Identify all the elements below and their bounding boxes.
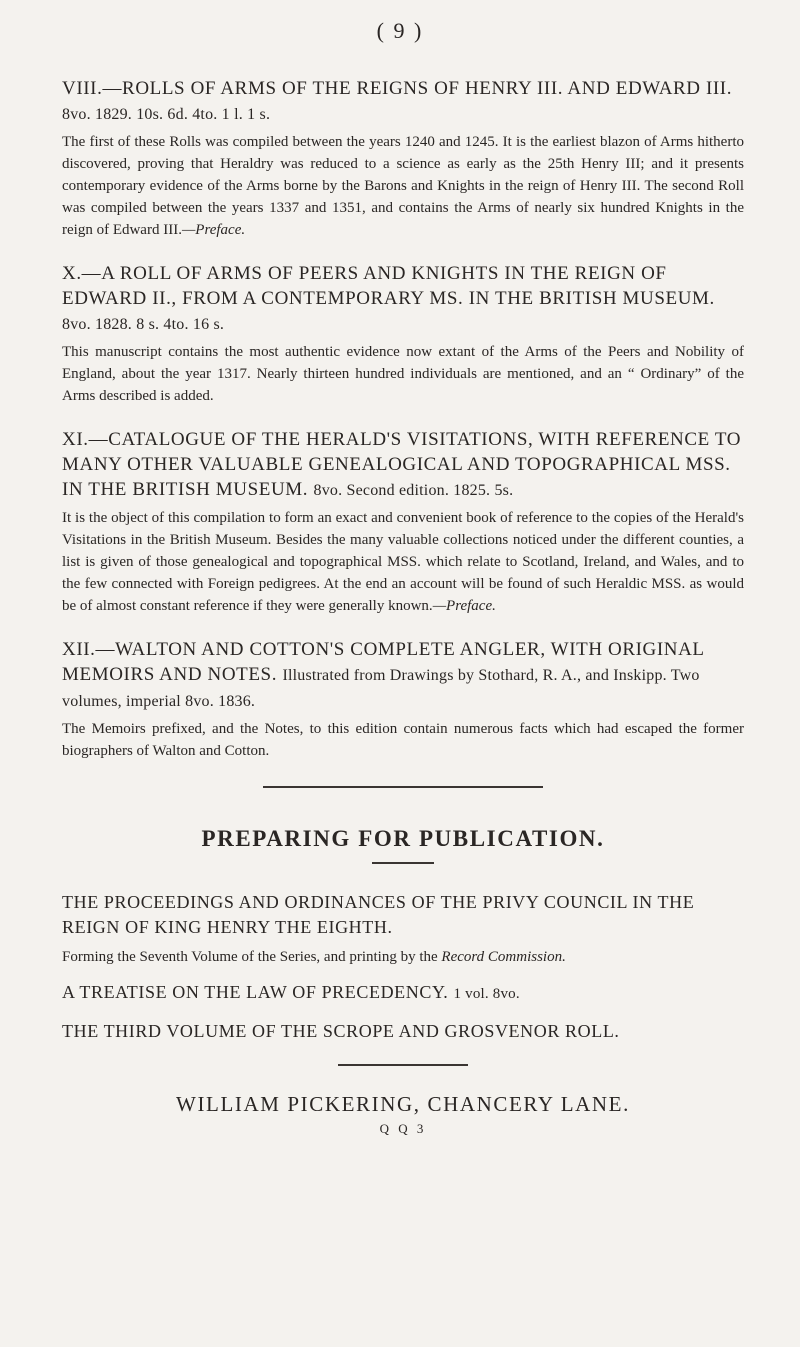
forthcoming-note-text: Forming the Seventh Volume of the Series, and printing by the — [62, 949, 442, 965]
section-divider — [263, 786, 543, 788]
entry-title: X.—A ROLL OF ARMS OF PEERS AND KNIGHTS IN THE REIGN OF EDWARD II., FROM A CONTEMPORARY MS. IN THE BRITISH MUSEUM. — [62, 263, 715, 309]
preparing-heading: PREPARING FOR PUBLICATION. — [201, 826, 605, 851]
entry-body: The Memoirs prefixed, and the Notes, to this edition contain numerous facts which had escaped the former biographers of Walton and Cotton. — [62, 721, 744, 759]
page-content — [62, 76, 744, 1137]
heading-underline — [372, 862, 434, 864]
entry-body: The first of these Rolls was compiled between the years 1240 and 1245. It is the earliest blazon of Arms hitherto discovered, proving that Heraldry was reduced to a science as early as the 25th Henry III; and it presents contemporary evidence of the Arms borne by the Barons and Knights in the reign of Henry III. The second Roll was compiled between the years 1337 and 1351, and contains the Arms of nearly six hundred Knights in the reign of Edward III. — [62, 134, 744, 238]
catalogue-entry-x — [62, 261, 744, 407]
entry-source: —Preface. — [432, 598, 496, 614]
publisher-divider — [338, 1064, 468, 1066]
forthcoming-title: A TREATISE ON THE LAW OF PRECEDENCY. — [62, 982, 449, 1002]
entry-meta: 8vo. 1828. 8 s. 4to. 16 s. — [62, 316, 225, 333]
catalogue-entry-xi — [62, 427, 744, 617]
entry-title: VIII.—ROLLS OF ARMS OF THE REIGNS OF HENRY III. AND EDWARD III. — [62, 78, 733, 99]
forthcoming-note-publisher: Record Commission. — [441, 949, 566, 965]
entry-heading — [62, 261, 744, 337]
entry-meta: 8vo. 1829. 10s. 6d. 4to. 1 l. 1 s. — [62, 106, 271, 123]
entry-body: It is the object of this compilation to form an exact and convenient book of reference to the copies of the Herald's Visitations in the British Museum. Besides the many valuable collections noticed under the different counties, a list is given of those genealogical and topographical MSS. which relate to Scotland, Ireland, and Wales, and to the few connected with Foreign pedigrees. At the end an account will be found of such Heraldic MSS. as would be of almost constant reference if they were generally known. — [62, 510, 744, 614]
publisher-imprint: WILLIAM PICKERING, CHANCERY LANE. — [176, 1092, 630, 1116]
page-number: ( 9 ) — [376, 18, 424, 43]
signature-mark: Q Q 3 — [379, 1121, 427, 1136]
entry-heading — [62, 76, 744, 127]
entry-title: XI.—CATALOGUE OF THE HERALD'S VISITATIONS, WITH REFERENCE TO MANY OTHER VALUABLE GENEALOGICAL AND TOPOGRAPHICAL MSS. IN THE BRITISH MUSEUM. — [62, 429, 742, 500]
forthcoming-item-scrope-grosvenor — [62, 1019, 744, 1044]
entry-description — [62, 507, 744, 617]
forthcoming-item-privy-council — [62, 890, 744, 940]
entry-body: This manuscript contains the most authentic evidence now extant of the Arms of the Peers and Nobility of England, about the year 1317. Nearly thirteen hundred individuals are mentioned, and an “ Ordinary” of the Arms described is added. — [62, 344, 744, 404]
entry-description — [62, 131, 744, 241]
catalogue-entry-xii — [62, 637, 744, 762]
forthcoming-title: THE THIRD VOLUME OF THE SCROPE AND GROSVENOR ROLL. — [62, 1021, 620, 1041]
forthcoming-note — [62, 946, 744, 968]
catalogue-entry-viii — [62, 76, 744, 241]
entry-heading — [62, 427, 744, 503]
forthcoming-item-precedency — [62, 980, 744, 1007]
forthcoming-meta: 1 vol. 8vo. — [453, 986, 520, 1002]
entry-meta: Illustrated from Drawings by Stothard, R. A., and Inskipp. Two volumes, imperial 8vo. 1836. — [62, 667, 700, 710]
entry-meta: 8vo. Second edition. 1825. 5s. — [313, 482, 514, 499]
forthcoming-title: THE PROCEEDINGS AND ORDINANCES OF THE PRIVY COUNCIL IN THE REIGN OF KING HENRY THE EIGHTH. — [62, 892, 695, 937]
entry-source: —Preface. — [181, 222, 246, 238]
entry-description — [62, 341, 744, 407]
entry-description — [62, 718, 744, 762]
entry-heading — [62, 637, 744, 714]
entry-title: XII.—WALTON AND COTTON'S COMPLETE ANGLER, WITH ORIGINAL MEMOIRS AND NOTES. — [62, 639, 704, 685]
